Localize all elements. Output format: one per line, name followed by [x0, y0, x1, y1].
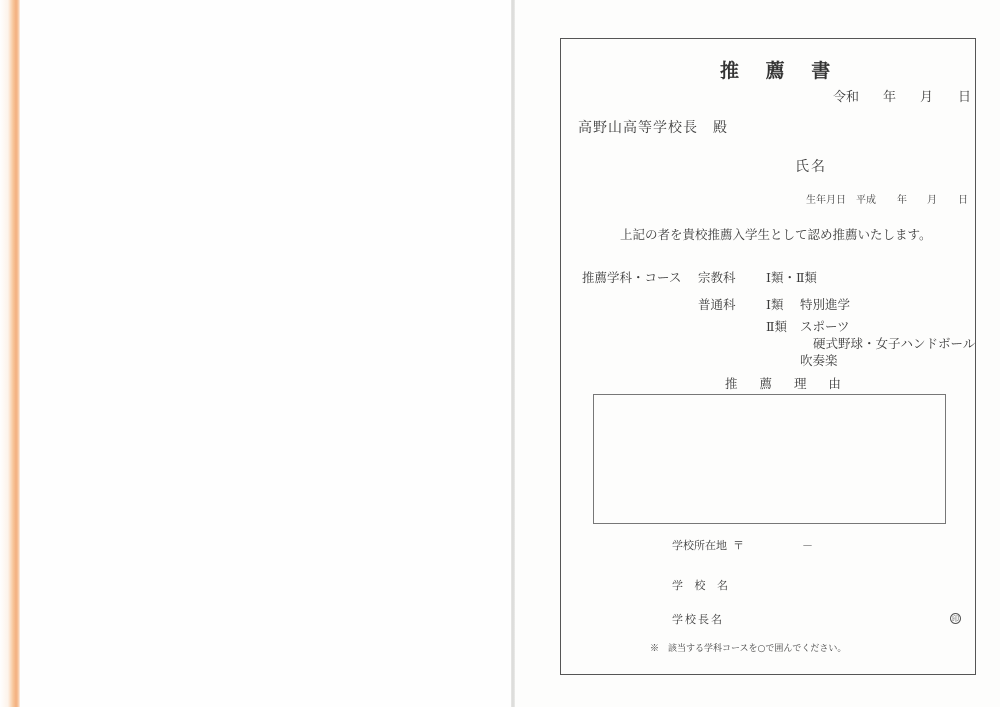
seal-mark: 印 — [952, 615, 959, 623]
school-name-label: 学 校 名 — [672, 579, 732, 592]
date-year: 年 — [883, 90, 897, 105]
type2-music: 吹奏楽 — [800, 353, 838, 368]
birthdate-label: 生年月日 — [806, 195, 846, 206]
birthdate-month: 月 — [927, 195, 937, 206]
postal-mark: 〒 — [733, 539, 744, 552]
name-field-label: 氏名 — [795, 159, 827, 175]
type2-sports: 硬式野球・女子ハンドボール — [813, 336, 976, 351]
general-type2: Ⅱ類 — [766, 319, 787, 334]
course-section-label: 推薦学科・コース — [582, 270, 682, 285]
religion-types: Ⅰ類・Ⅱ類 — [766, 270, 817, 285]
blank-left-page — [20, 0, 512, 707]
general-type1-course: 特別進学 — [800, 297, 851, 312]
general-type2-course: スポーツ — [800, 319, 850, 334]
date-era: 令和 — [833, 90, 860, 105]
general-dept: 普通科 — [698, 297, 736, 312]
postal-dash: － — [802, 539, 813, 552]
reason-box — [593, 394, 946, 524]
principal-name-label: 学校長名 — [672, 613, 724, 626]
general-type1: Ⅰ類 — [766, 297, 784, 312]
orange-page-edge — [0, 0, 20, 707]
date-month: 月 — [920, 90, 934, 105]
religion-dept: 宗教科 — [698, 270, 736, 285]
reason-title: 推 薦 理 由 — [725, 376, 850, 391]
date-day: 日 — [958, 90, 972, 105]
footnote: ※ 該当する学科コースを○で囲んでください。 — [650, 644, 847, 654]
school-address-label: 学校所在地 — [672, 539, 727, 552]
birthdate-era: 平成 — [856, 195, 876, 206]
birthdate-year: 年 — [897, 195, 907, 206]
addressee: 高野山高等学校長 殿 — [578, 120, 728, 136]
document-title: 推 薦 書 — [720, 60, 841, 82]
recommendation-statement: 上記の者を貴校推薦入学生として認め推薦いたします。 — [620, 227, 932, 242]
birthdate-day: 日 — [958, 195, 968, 206]
